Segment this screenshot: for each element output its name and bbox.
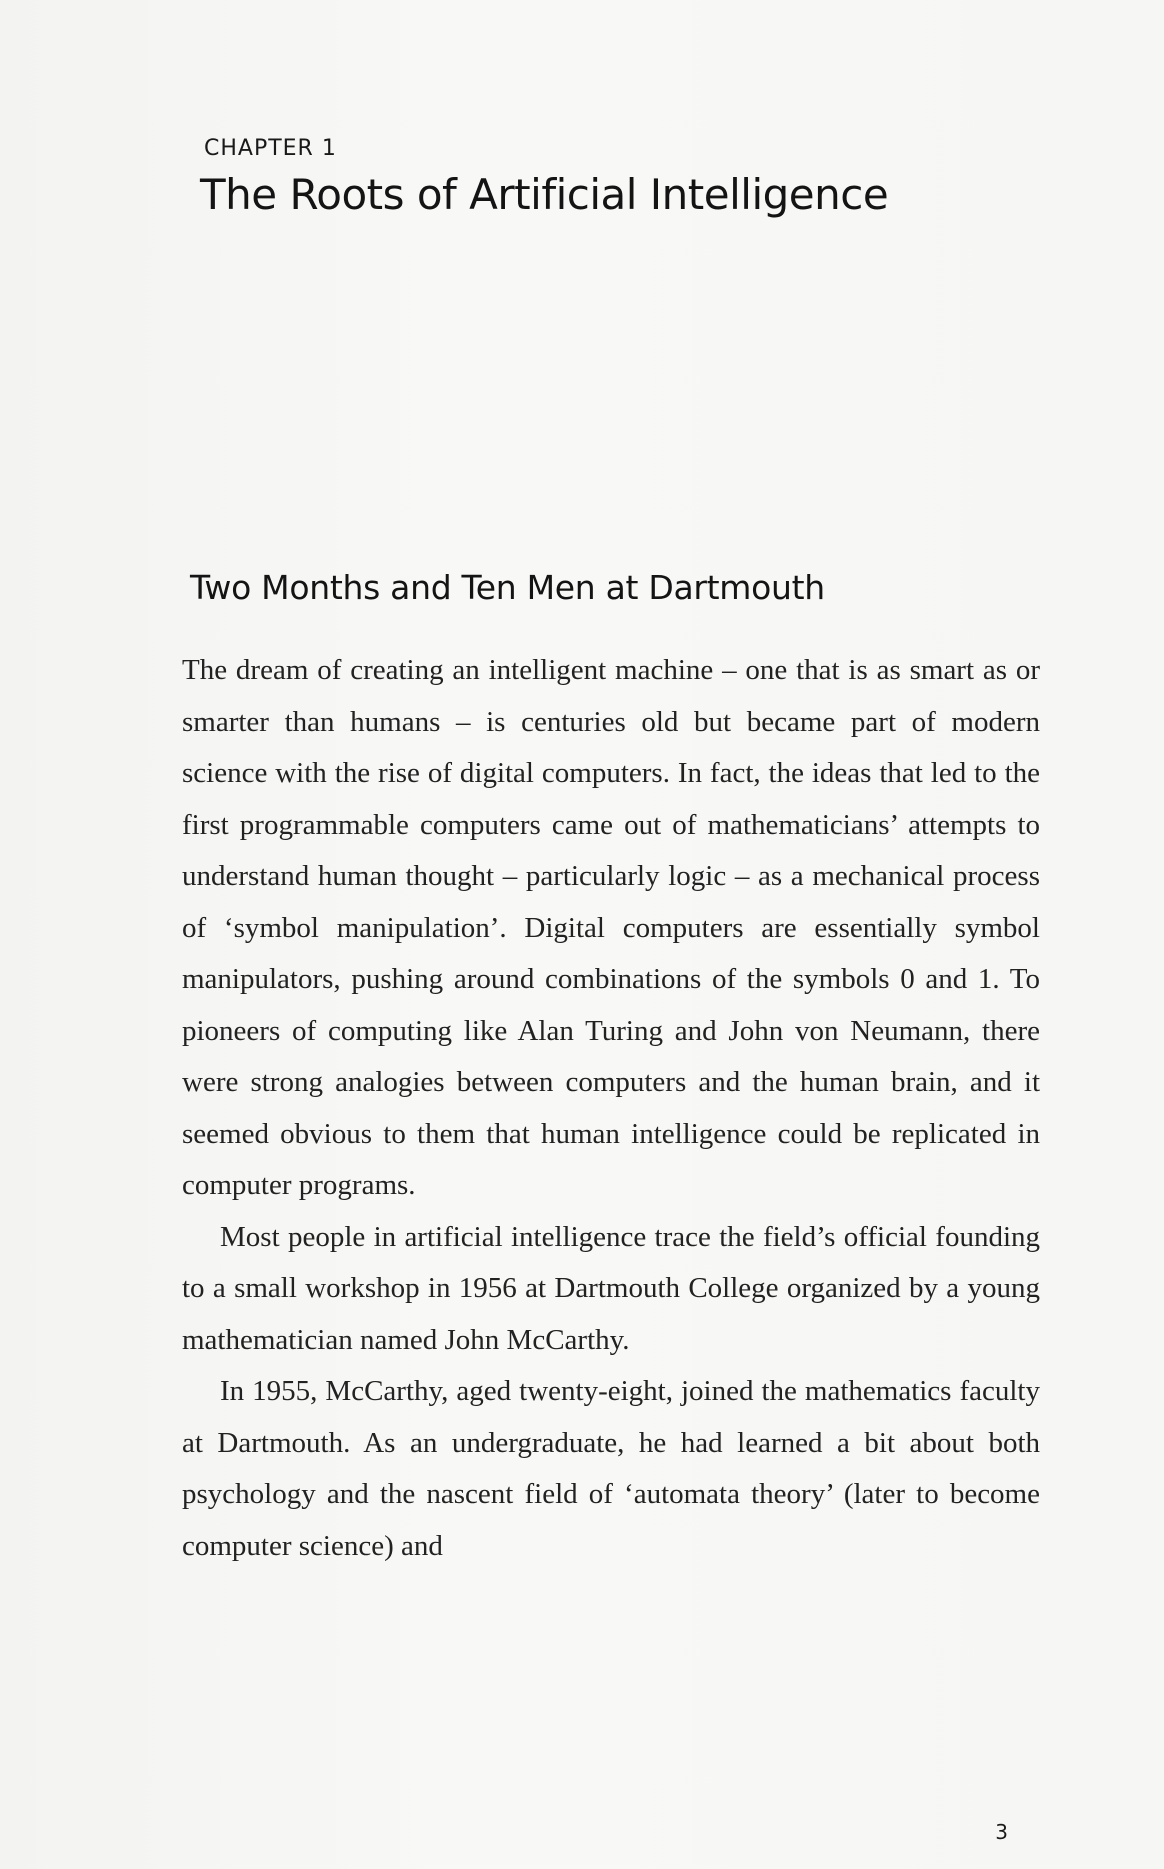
- paragraph: In 1955, McCarthy, aged twenty-eight, joined the mathematics faculty at Dartmouth. As an undergraduate, he had learned a bit about both psychology and the nascent field of ‘automata theory’ (later to become computer science) and: [182, 1375, 1040, 1562]
- body-text: [182, 645, 1040, 1572]
- chapter-title: The Roots of Artificial Intelligence: [200, 170, 889, 219]
- paragraph: Most people in artificial intelligence trace the field’s official founding to a small workshop in 1956 at Dartmouth College organized by a young mathematician named John McCarthy.: [182, 1220, 1040, 1356]
- chapter-label: CHAPTER 1: [204, 136, 337, 161]
- paragraph: The dream of creating an intelligent machine – one that is as smart as or smarter than humans – is centuries old but became part of modern science with the rise of digital computers. In fact, the ideas that led to the first programmable computers came out of mathematicians’ attempts to understand human thought – particularly logic – as a mechanical process of ‘symbol manipulation’. Digital computers are essentially symbol manipulators, pushing around combinations of the symbols 0 and 1. To pioneers of computing like Alan Turing and John von Neumann, there were strong analogies between computers and the human brain, and it seemed obvious to them that human intelligence could be replicated in computer programs.: [182, 654, 1040, 1201]
- section-heading: Two Months and Ten Men at Dartmouth: [190, 568, 825, 607]
- page-number: 3: [995, 1820, 1008, 1844]
